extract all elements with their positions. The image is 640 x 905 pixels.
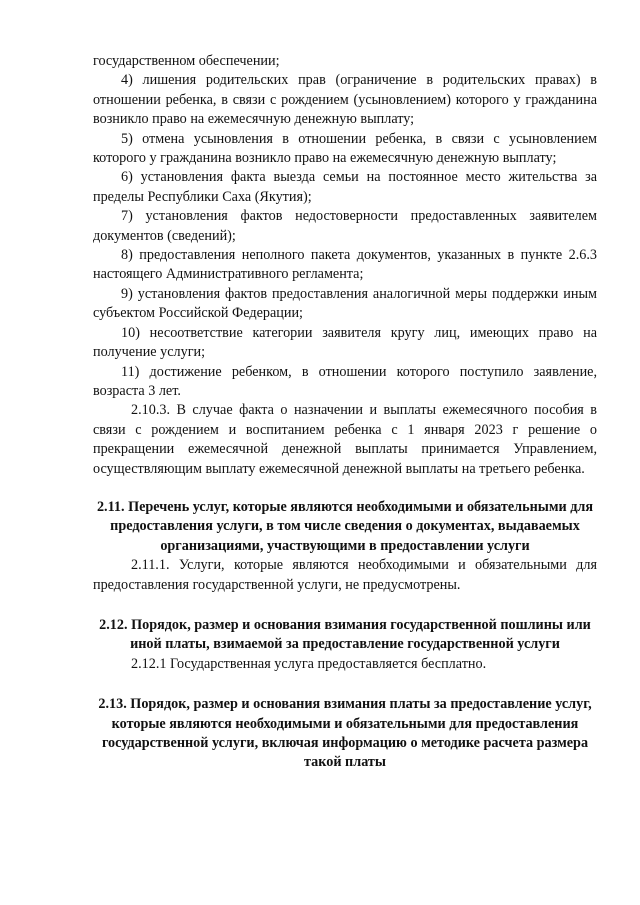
heading-2-11: 2.11. Перечень услуг, которые являются необходимыми и обязательными для предоставления услуги, в том числе сведения о документах, выдаваемых организациями, участвующими в предоставлении услуги	[96, 498, 594, 554]
list-item-7: 7) установления фактов недостоверности предоставленных заявителем документов (сведений);	[93, 208, 597, 244]
top-fragment: государственном обеспечении;	[93, 53, 280, 69]
document-page	[93, 52, 597, 773]
list-item-4: 4) лишения родительских прав (ограничение в родительских правах) в отношении ребенка, в связи с рождением (усыновлением) которого у гражданина возникло право на ежемесячную денежную выплату;	[93, 72, 597, 128]
list-item-8: 8) предоставления неполного пакета документов, указанных в пункте 2.6.3 настоящего Административного регламента;	[93, 247, 597, 283]
list-item-11: 11) достижение ребенком, в отношении которого поступило заявление, возраста 3 лет.	[93, 363, 597, 399]
list-item-5: 5) отмена усыновления в отношении ребенка, в связи с усыновлением которого у гражданина возникло право на ежемесячную денежную выплату;	[93, 130, 597, 167]
heading-2-12: 2.12. Порядок, размер и основания взимания государственной пошлины или иной платы, взимаемой за предоставление государственной услуги	[99, 616, 591, 653]
list-item-9: 9) установления фактов предоставления аналогичной меры поддержки иным субъектом Российской Федерации;	[93, 285, 597, 322]
paragraph-2-11-1: 2.11.1. Услуги, которые являются необходимыми и обязательными для предоставления государственной услуги, не предусмотрены.	[93, 557, 597, 593]
paragraph-2-10-3: 2.10.3. В случае факта о назначении и выплаты ежемесячного пособия в связи с рождением и воспитанием ребенка с 1 января 2023 г решение о прекращении ежемесячной денежной выплаты принимается Управлением, осуществляющим выплату ежемесячной денежной выплаты на третьего ребенка.	[93, 402, 597, 477]
list-item-6: 6) установления факта выезда семьи на постоянное место жительства за пределы Республики Саха (Якутия);	[93, 169, 597, 205]
list-item-10: 10) несоответствие категории заявителя кругу лиц, имеющих право на получение услуги;	[93, 324, 597, 361]
heading-2-13: 2.13. Порядок, размер и основания взимания платы за предоставление услуг, которые являются необходимыми и обязательными для предоставления государственной услуги, включая информацию о методике расчета размера такой платы	[98, 696, 592, 771]
paragraph-2-12-1: 2.12.1 Государственная услуга предоставляется бесплатно.	[131, 655, 487, 672]
